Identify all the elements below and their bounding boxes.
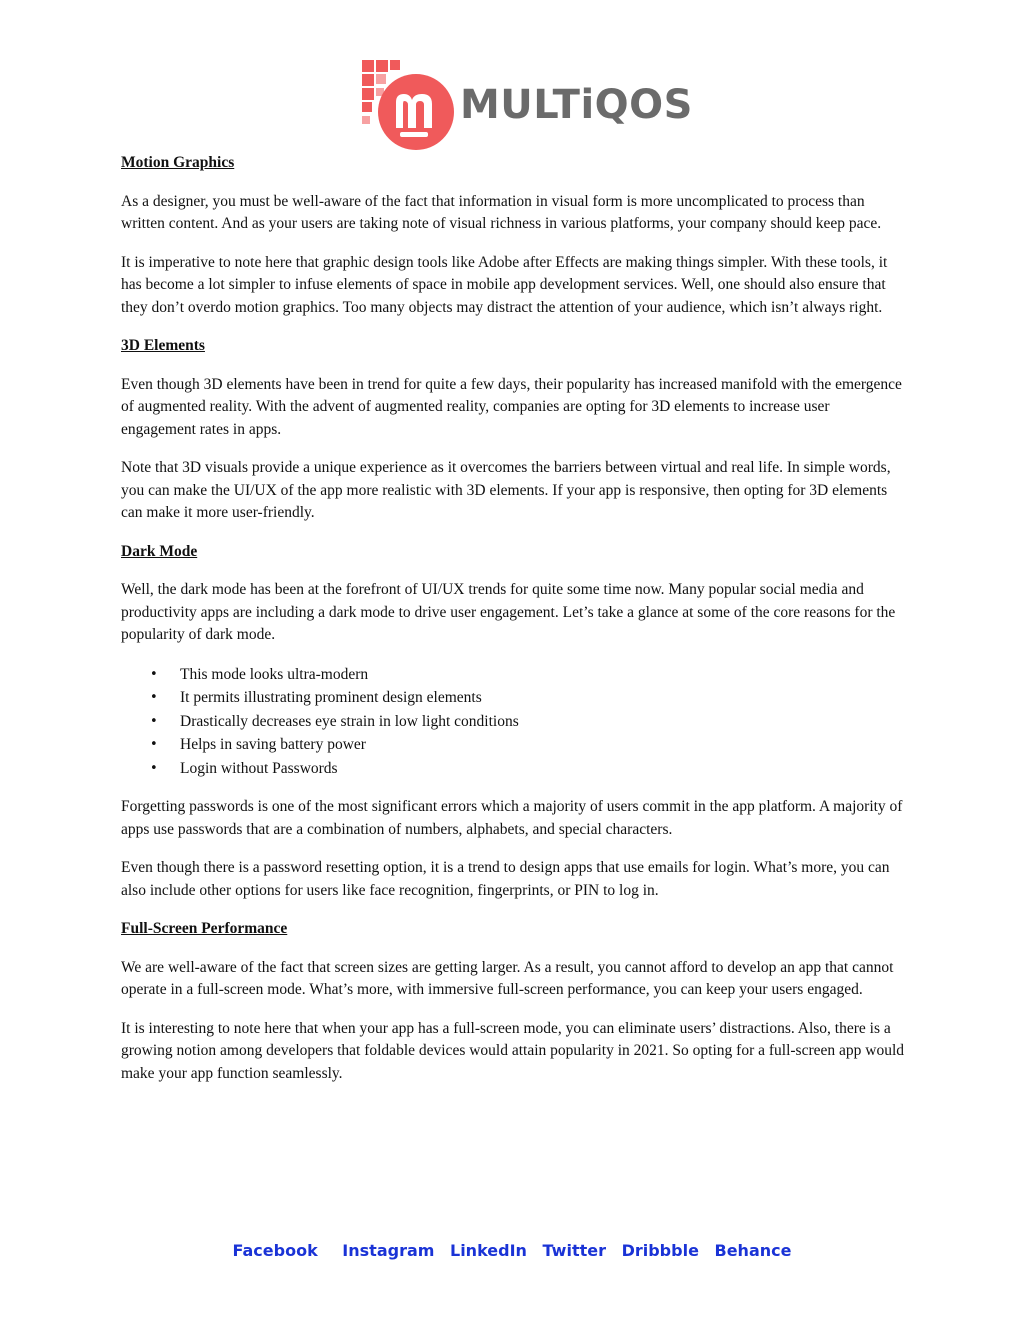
section-heading: Full-Screen Performance: [121, 920, 288, 937]
behance-link[interactable]: Behance: [714, 1241, 792, 1260]
twitter-link[interactable]: Twitter: [542, 1241, 606, 1260]
multiqos-logo-icon: [360, 58, 456, 154]
list-item: • Drastically decreases eye strain in low light conditions: [180, 710, 906, 734]
paragraph: We are well-aware of the fact that screen sizes are getting larger. As a result, you cannot afford to develop an app that cannot operate in a full-screen mode. What’s more, with immersive full-screen performance, you can keep your users engaged.: [121, 958, 894, 998]
logo-wordmark: MULTiQOS: [460, 82, 693, 128]
section-heading: Motion Graphics: [121, 154, 235, 171]
paragraph: It is imperative to note here that graphic design tools like Adobe after Effects are making things simpler. With these tools, it has become a lot simpler to infuse elements of space in mobile app development services. Well, one should also ensure that they don’t overdo motion graphics. Too many objects may distract the attention of your audience, which isn’t always right.: [121, 253, 888, 316]
facebook-link[interactable]: Facebook: [232, 1241, 318, 1260]
section-heading: 3D Elements: [121, 337, 205, 354]
social-links: [0, 1241, 1024, 1260]
paragraph: As a designer, you must be well-aware of the fact that information in visual form is more uncomplicated to process than written content. And as your users are taking note of visual richness in various platforms, your company should keep pace.: [121, 192, 882, 232]
instagram-link[interactable]: Instagram: [342, 1241, 435, 1260]
linkedin-link[interactable]: LinkedIn: [450, 1241, 527, 1260]
paragraph: Even though there is a password resetting option, it is a trend to design apps that use emails for login. What’s more, you can also include other options for users like face recognition, fingerprints, or PIN to log in.: [121, 859, 890, 899]
list-item: • Login without Passwords: [180, 757, 906, 781]
logo: [360, 58, 693, 154]
document-body: [121, 152, 906, 1101]
paragraph: It is interesting to note here that when your app has a full-screen mode, you can eliminate users’ distractions. Also, there is a growing notion among developers that foldable devices would attain popularity in 2021. So opting for a full-screen app would make your app function seamlessly.: [121, 1019, 905, 1082]
section-heading: Dark Mode: [121, 542, 198, 560]
bullet-list: [121, 663, 906, 781]
paragraph: Forgetting passwords is one of the most significant errors which a majority of users commit in the app platform. A majority of apps use passwords that are a combination of numbers, alphabets, and special characters.: [121, 798, 903, 838]
paragraph: Even though 3D elements have been in trend for quite a few days, their popularity has increased manifold with the emergence of augmented reality. With the advent of augmented reality, companies are opting for 3D elements to increase user engagement rates in apps.: [121, 375, 902, 438]
paragraph: Well, the dark mode has been at the forefront of UI/UX trends for quite some time now. Many popular social media and productivity apps are including a dark mode to drive user engagement. Let’s take a glance at some of the core reasons for the popularity of dark mode.: [121, 581, 896, 643]
paragraph: Note that 3D visuals provide a unique experience as it overcomes the barriers between virtual and real life. In simple words, you can make the UI/UX of the app more realistic with 3D elements. If your app is responsive, then opting for 3D elements can make it more user-friendly.: [121, 459, 891, 521]
list-item: • It permits illustrating prominent design elements: [180, 686, 906, 710]
list-item: • Helps in saving battery power: [180, 733, 906, 757]
dribbble-link[interactable]: Dribbble: [621, 1241, 699, 1260]
list-item: • This mode looks ultra-modern: [180, 663, 906, 687]
